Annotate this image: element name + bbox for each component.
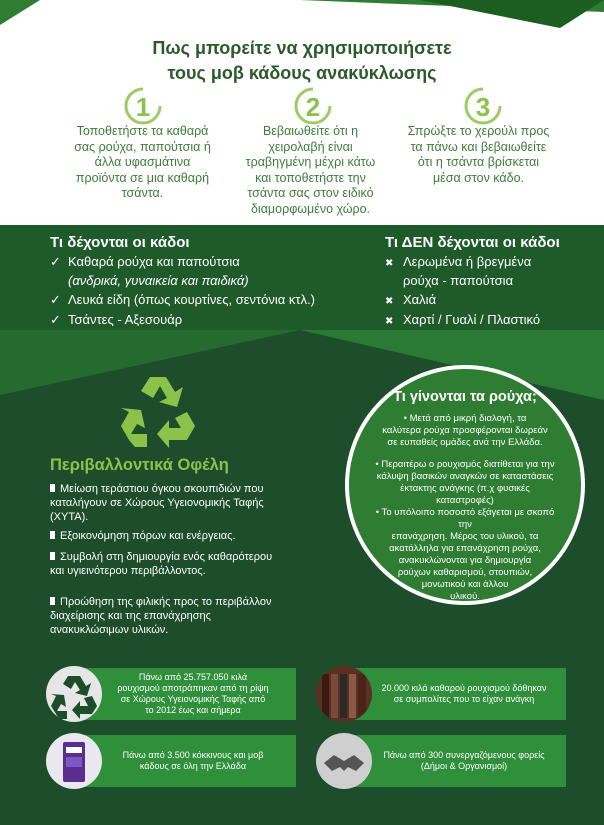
rejected-item: [385, 272, 513, 290]
accepted-item: [50, 272, 249, 290]
rejected-item: [385, 291, 436, 311]
clothes-line: ρούχων καθαρισμού, στουπιών,: [397, 567, 533, 578]
page-title: [0, 36, 604, 86]
stat-line: ρουχισμού αποτράπηκαν από τη ρίψη: [117, 683, 269, 693]
bullet-icon: [50, 597, 55, 605]
step-2-line: χειρολαβή είναι: [268, 139, 353, 154]
clothes-line: καλύτερα ρούχα προσφέρονται δωρεάν: [382, 425, 548, 436]
accepted-item-text: Τσάντες - Αξεσουάρ: [68, 312, 183, 327]
cross-icon: ✖: [385, 258, 394, 269]
clothes-line: κάλυψη βασικών αναγκών σε καταστάσεις: [376, 471, 554, 482]
step-2-num: 2: [305, 92, 321, 122]
cross-icon: ✖: [385, 296, 394, 307]
accepted-item-text: Λευκά είδη (όπως κουρτίνες, σεντόνια κτλ.): [68, 292, 315, 307]
clothes-paragraph: [371, 413, 559, 449]
bullet-icon: [50, 531, 55, 539]
title-line-2: τους μοβ κάδους ανακύκλωσης: [167, 63, 437, 83]
step-1-line: προϊόντα σε μια καθαρή: [75, 170, 210, 185]
clothes-line: υλικού.: [450, 591, 480, 602]
step-1-text: [60, 124, 225, 202]
step-3-line: τα πάνω και βεβαιωθείτε: [410, 139, 547, 154]
stat-line: το 2012 έως και σήμερα: [145, 705, 241, 715]
step-1-line: Τοποθετήστε τα καθαρά: [76, 124, 209, 138]
step-3-num: 3: [475, 92, 491, 122]
clothes-line: • Μετά από μικρή διαλογή, τα: [403, 413, 527, 424]
stat-line: κάδους σε όλη την Ελλάδα: [139, 761, 247, 771]
benefit-line: καταλήγουν σε Χώρους Υγειονομικής Ταφής: [50, 497, 264, 509]
recycle-small-icon: [46, 666, 102, 722]
accepted-item: [50, 291, 315, 309]
step-3-text: [396, 124, 561, 186]
check-icon: ✓: [50, 254, 61, 269]
handshake-icon: [316, 733, 372, 789]
recycle-badge: [46, 666, 102, 722]
benefit-line: Εξοικονόμηση πόρων και ενέργειας.: [60, 530, 236, 542]
check-icon: ✓: [50, 312, 61, 327]
stat-line: Πάνω από 3.500 κόκκινους και μοβ: [122, 750, 264, 760]
accepted-item-text: Καθαρά ρούχα και παπούτσια: [68, 254, 240, 269]
accepted-item: [50, 311, 182, 329]
step-3-number-icon: [463, 86, 503, 126]
step-1-number-icon: [123, 86, 163, 126]
recycle-icon: [117, 372, 199, 452]
stat-bar: [70, 735, 296, 787]
accepted-item-text: (ανδρικά, γυναικεία και παιδικά): [68, 273, 249, 288]
cross-icon: ✖: [385, 316, 394, 327]
clothes-info-circle: [345, 365, 585, 605]
rejected-item-text: ρούχα - παπούτσια: [403, 273, 514, 288]
stat-line: 20.000 κιλά καθαρού ρουχισμού δόθηκαν: [381, 683, 547, 693]
benefit-item: [50, 482, 340, 524]
accepted-item: [50, 253, 240, 271]
clothes-rack-icon: [316, 666, 372, 722]
rejected-heading: Τι ΔΕΝ δέχονται οι κάδοι: [385, 234, 560, 251]
benefit-line: και υγιεινότερου περιβάλλοντος.: [50, 565, 206, 577]
clothes-rack-badge: [316, 666, 372, 722]
clothes-line: ακατάλληλα για επανάχρηση ρούχα,: [389, 543, 541, 554]
step-2-line: διαμορφωμένο χώρο.: [250, 201, 371, 216]
accepted-heading: Τι δέχονται οι κάδοι: [50, 234, 190, 251]
stat-bar: [340, 735, 566, 787]
stat-bar: [340, 668, 566, 720]
clothes-paragraph: [371, 459, 559, 507]
clothes-line: ανακυκλώνονται για δημιουργία: [398, 555, 532, 566]
benefit-line: Μείωση τεράστιου όγκου σκουπιδιών που: [60, 483, 264, 495]
step-1-line: άλλα υφασμάτινα: [94, 155, 191, 169]
benefit-line: (ΧΥΤΑ).: [50, 511, 89, 523]
handshake-badge: [316, 733, 372, 789]
bullet-icon: [50, 552, 55, 560]
benefit-line: διαχείρισης και της επανάχρησης: [50, 610, 211, 622]
clothes-line: μονωτικού και άλλου: [421, 579, 509, 590]
stat-bar: [70, 668, 296, 720]
clothes-paragraph: [371, 507, 559, 603]
benefit-line: Συμβολή στη δημιουργία ενός καθαρότερου: [60, 551, 273, 563]
stat-line: (Δήμοι & Οργανισμοί): [420, 761, 508, 771]
clothes-line: επανάχρηση. Μέρος του υλικού, τα: [391, 531, 539, 542]
decor-triangles-top: [0, 0, 604, 30]
bin-badge: [46, 733, 102, 789]
title-line-1: Πως μπορείτε να χρησιμοποιήσετε: [152, 38, 452, 58]
step-3-line: Σπρώξτε το χερούλι προς: [407, 124, 550, 138]
bullet-icon: [50, 484, 55, 492]
step-2-number-icon: [293, 86, 333, 126]
rejected-item-text: Χαλιά: [403, 292, 437, 307]
clothes-heading: Τι γίνονται τα ρούχα;: [393, 389, 537, 405]
benefit-item: [50, 550, 340, 578]
step-1-line: τσάντα.: [121, 186, 164, 200]
step-2-line: Βεβαιωθείτε ότι η: [262, 124, 359, 138]
step-1-num: 1: [135, 92, 151, 122]
benefit-line: Προώθηση της φιλικής προς το περιβάλλον: [60, 596, 272, 608]
rejected-item-text: Λερωμένα ή βρεγμένα: [403, 254, 532, 269]
step-2-line: τραβηγμένη μέχρι κάτω: [245, 155, 376, 169]
step-3-line: μέσα στον κάδο.: [432, 170, 525, 185]
clothes-line: • Το υπόλοιπο ποσοστό εξάγεται με σκοπό την: [375, 507, 555, 530]
stat-line: Πάνω από 300 συνεργαζόμενους φορείς: [383, 750, 545, 760]
step-2-text: [228, 124, 393, 217]
benefits-heading: Περιβαλλοντικά Οφέλη: [50, 456, 229, 474]
benefit-item: [50, 529, 340, 543]
stat-line: σε συμπολίτες που το είχαν ανάγκη: [393, 694, 535, 704]
clothes-line: σε ευπαθείς ομάδες ανά την Ελλάδα.: [387, 437, 543, 448]
step-1-line: σας ρούχα, παπούτσια ή: [74, 139, 211, 154]
rejected-item: [385, 311, 540, 331]
stat-line: σε Χώρους Υγειονομικής Ταφής από: [120, 694, 266, 704]
benefit-item: [50, 595, 340, 637]
stat-line: Πάνω από 25.757.050 κιλά: [138, 672, 248, 682]
clothes-line: έκτακτης ανάγκης (π.χ φυσικές καταστροφές): [400, 483, 530, 506]
rejected-item: [385, 253, 531, 273]
step-2-line: τσάντα σας στον ειδικό: [247, 186, 374, 200]
step-3-line: ότι η τσάντα βρίσκεται: [417, 155, 540, 169]
check-icon: ✓: [50, 292, 61, 307]
clothes-line: • Περαιτέρω ο ρουχισμός διατίθεται για την: [375, 459, 555, 470]
benefit-line: ανακυκλώσιμων υλικών.: [50, 624, 169, 636]
step-2-line: και τοποθετήστε την: [255, 170, 366, 185]
rejected-item-text: Χαρτί / Γυαλί / Πλαστικό: [403, 312, 541, 327]
bin-icon: [46, 733, 102, 789]
